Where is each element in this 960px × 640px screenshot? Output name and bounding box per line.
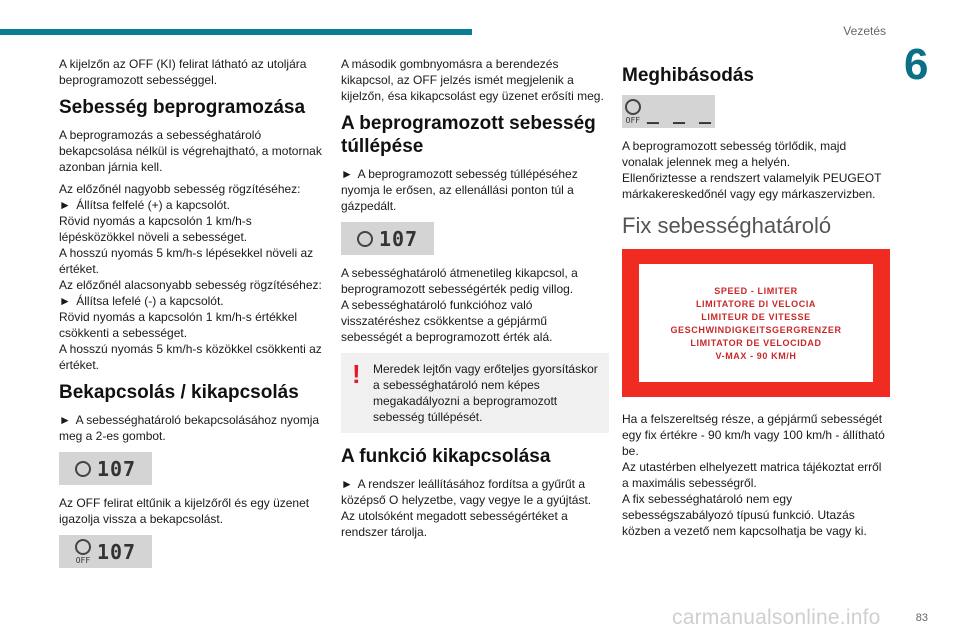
paragraph: A hosszú nyomás 5 km/h-s közökkel csökkenti az értéket. (59, 342, 322, 372)
heading-on-off: Bekapcsolás / kikapcsolás (59, 382, 299, 403)
speedometer-icon (357, 231, 373, 247)
header-bar (0, 29, 472, 35)
arrow-icon: ► (59, 294, 71, 308)
paragraph: Rövid nyomás a kapcsolón 1 km/h-s lépésközökkel növeli a sebességet. (59, 214, 252, 244)
display-digits: 107 (378, 226, 419, 251)
sticker-line: LIMITATORE DI VELOCIA (695, 298, 817, 309)
display-limiter-on (59, 452, 152, 485)
chapter-number: 6 (904, 40, 929, 89)
paragraph: Az OFF felirat eltűnik a kijelzőről és egy üzenet igazolja vissza a bekapcsolást. (59, 496, 310, 526)
display-digits: 107 (96, 456, 137, 481)
column-left (59, 56, 327, 578)
heading-fixed-limiter: Fix sebességhatároló (622, 213, 832, 238)
paragraph: Ha a felszereltség része, a gépjármű sebességét egy fix értékre - 90 km/h vagy 100 km/h - állítható be. (622, 412, 885, 458)
section-title: Vezetés (843, 24, 886, 38)
arrow-icon: ► (341, 167, 353, 181)
paragraph: A beprogramozás a sebességhatároló bekapcsolása nélkül is végrehajtható, a motornak azonban járnia kell. (59, 128, 322, 174)
paragraph: A fix sebességhatároló nem egy sebességszabályozó típusú funkció. Utazás közben a vezető nem kapcsolhatja be vagy ki. (622, 492, 867, 538)
paragraph: Az előzőnél alacsonyabb sebesség rögzítéséhez: (59, 278, 322, 292)
column-middle (341, 56, 609, 546)
sticker-line: LIMITEUR DE VITESSE (701, 311, 811, 322)
display-digits: 107 (96, 539, 137, 564)
step-item: ► A sebességhatároló bekapcsolásához nyomja meg a 2-es gombot. (59, 413, 320, 443)
speedometer-icon (75, 539, 91, 555)
page-number: 83 (915, 612, 928, 624)
sticker-line: LIMITATOR DE VELOCIDAD (690, 337, 822, 348)
warning-box (341, 353, 609, 433)
paragraph: Az utolsóként megadott sebességértéket a rendszer tárolja. (341, 509, 568, 539)
warning-icon: ! (352, 359, 361, 389)
paragraph: Ellenőriztesse a rendszert valamelyik PEUGEOT márkakereskedőnél vagy egy márkaszervizben. (622, 171, 882, 201)
heading-malfunction: Meghibásodás (622, 65, 754, 86)
paragraph: A sebességhatároló funkcióhoz való visszatéréshez csökkentse a gépjármű sebességét a beprogramozott érték alá. (341, 298, 553, 344)
display-fault (622, 95, 715, 128)
speedometer-icon (625, 99, 641, 115)
sticker-line: SPEED - LIMITER (714, 285, 798, 296)
off-label: OFF (75, 555, 91, 565)
step-item: ► Állítsa lefelé (-) a kapcsolót. (59, 294, 224, 308)
sticker-line: GESCHWINDIGKEITSGERGRENZER (670, 324, 842, 335)
display-limiter-blinking (341, 222, 434, 255)
step-item: ► A rendszer leállításához fordítsa a gyűrűt a középső O helyzetbe, vagy vegye le a gyújtást. (341, 477, 592, 507)
paragraph: Rövid nyomás a kapcsolón 1 km/h-s értékkel csökkenti a sebességet. (59, 310, 298, 340)
step-item: ► Állítsa felfelé (+) a kapcsolót. (59, 198, 230, 212)
display-dashes: _ _ _ (646, 99, 713, 124)
speedometer-icon (75, 461, 91, 477)
warning-text: Meredek lejtőn vagy erőteljes gyorsításkor a sebességhatároló nem képes megakadályozni a beprogramozott sebesség túllépését. (373, 362, 598, 424)
paragraph: Az utastérben elhelyezett matrica tájékoztat erről a maximális sebességről. (622, 460, 882, 490)
paragraph: A sebességhatároló átmenetileg kikapcsol, a beprogramozott sebességérték pedig villog. (341, 266, 578, 296)
step-item: ► A beprogramozott sebesség túllépéséhez nyomja le erősen, az ellenállási ponton túl a gázpedált. (341, 167, 578, 213)
heading-deactivation: A funkció kikapcsolása (341, 446, 551, 467)
paragraph: A beprogramozott sebesség törlődik, majd vonalak jelennek meg a helyén. (622, 139, 847, 169)
paragraph: A hosszú nyomás 5 km/h-s lépésekkel növeli az értéket. (59, 246, 314, 276)
sticker-line: V-MAX - 90 KM/H (715, 350, 797, 361)
arrow-icon: ► (59, 413, 71, 427)
column-right (622, 56, 890, 545)
heading-speed-programming: Sebesség beprogramozása (59, 97, 306, 118)
watermark: carmanualsonline.info (672, 606, 881, 629)
sticker-inner (639, 264, 873, 382)
heading-overspeed: A beprogramozott sebesség túllépése (341, 113, 596, 157)
display-limiter-off (59, 535, 152, 568)
paragraph: Az előzőnél nagyobb sebesség rögzítéséhez: (59, 182, 301, 196)
arrow-icon: ► (59, 198, 71, 212)
arrow-icon: ► (341, 477, 353, 491)
paragraph: A második gombnyomásra a berendezés kikapcsol, az OFF jelzés ismét megjelenik a kijelzőn, ésa kikapcsolást egy üzenet erősíti meg. (341, 57, 604, 103)
intro-text: A kijelzőn az OFF (KI) felirat látható az utoljára beprogramozott sebességgel. (59, 57, 307, 87)
speed-limiter-sticker (622, 249, 890, 397)
off-label: OFF (625, 115, 641, 125)
